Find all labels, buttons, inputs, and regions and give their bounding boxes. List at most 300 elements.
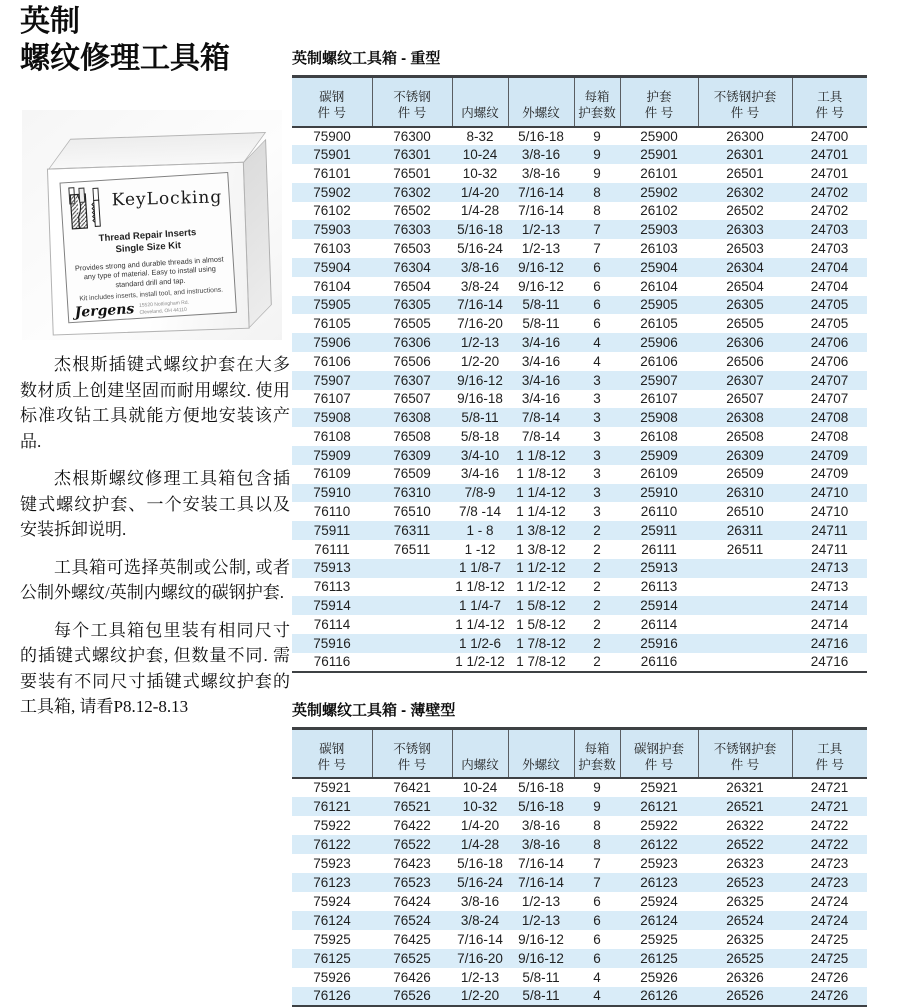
table-cell: 76425 — [393, 931, 431, 947]
table-cell: 7 — [593, 874, 601, 890]
table-row — [292, 502, 867, 521]
table-cell: 25922 — [640, 817, 678, 833]
thread-insert-diagram-icon — [67, 185, 110, 233]
table-cell: 3/8-24 — [460, 278, 500, 294]
table-cell: 1 7/8-12 — [516, 653, 566, 669]
table-cell: 1/2-13 — [521, 893, 561, 909]
table-cell: 26509 — [726, 466, 764, 482]
table-cell: 26301 — [726, 146, 764, 162]
table-cell: 3/8-16 — [460, 259, 500, 275]
table-cell: 26108 — [640, 428, 678, 444]
table-cell: 3/8-16 — [521, 146, 561, 162]
table-cell: 26124 — [640, 912, 678, 928]
table-cell — [698, 653, 792, 672]
table-cell: 24714 — [810, 616, 849, 632]
table-cell: 10-24 — [462, 146, 498, 162]
table-cell: 24703 — [810, 222, 849, 238]
table-cell: 9 — [593, 165, 601, 181]
table-cell: 26306 — [726, 334, 764, 350]
table-cell: 6 — [593, 259, 601, 275]
table-cell: 26116 — [640, 653, 678, 669]
table-cell: 6 — [593, 297, 601, 313]
table-cell: 7/8-9 — [464, 485, 496, 501]
table-row — [292, 164, 867, 183]
table-cell: 26300 — [726, 128, 764, 144]
table-cell: 26506 — [726, 353, 764, 369]
table-cell: 3/8-16 — [521, 836, 561, 852]
table-cell: 76504 — [393, 278, 431, 294]
table-row — [292, 892, 867, 911]
table-cell: 26126 — [640, 988, 678, 1004]
table-cell: 7/16-14 — [457, 297, 503, 313]
table-cell: 3 — [593, 485, 601, 501]
table-cell: 26122 — [640, 836, 678, 852]
table-row — [292, 484, 867, 503]
brand-name: KeyLocking — [111, 187, 223, 211]
table-row — [292, 390, 867, 409]
table-cell: 1/4-20 — [460, 817, 500, 833]
table-cell: 76108 — [313, 428, 351, 444]
table-cell: 24703 — [810, 240, 849, 256]
box-includes-note: Kit includes inserts, install tool, and instructions. — [79, 286, 224, 303]
table-cell: 76424 — [393, 893, 431, 909]
table-cell: 76309 — [393, 447, 431, 463]
table-cell: 26508 — [726, 428, 764, 444]
table-cell: 26304 — [726, 259, 764, 275]
table-cell: 26522 — [726, 836, 764, 852]
column-header: 工具 件 号 — [792, 77, 867, 127]
table-cell: 26104 — [640, 278, 678, 294]
table-cell: 75903 — [313, 222, 351, 238]
table-cell: 75914 — [313, 598, 351, 614]
table-cell: 76305 — [393, 297, 431, 313]
table-cell: 10-24 — [462, 780, 498, 796]
table-cell: 76307 — [393, 372, 431, 388]
table-row — [292, 968, 867, 987]
table-cell: 24709 — [810, 466, 849, 482]
table-cell: 25900 — [640, 128, 678, 144]
heavy-duty-table — [292, 75, 867, 673]
table-cell: 26503 — [726, 240, 764, 256]
table-cell: 25925 — [640, 931, 678, 947]
table-cell: 1 1/8-12 — [516, 447, 566, 463]
table-row — [292, 987, 867, 1006]
table-cell: 5/16-24 — [457, 240, 503, 256]
table-cell: 76122 — [313, 836, 351, 852]
box-front-face — [47, 162, 250, 336]
table-cell: 8 — [593, 184, 601, 200]
table-cell: 1 -12 — [464, 541, 496, 557]
table-cell — [698, 559, 792, 578]
table-row — [292, 296, 867, 315]
table-cell: 2 — [593, 522, 601, 538]
table-cell: 76104 — [313, 278, 351, 294]
table-cell — [372, 615, 452, 634]
table-cell: 25906 — [640, 334, 678, 350]
table-cell: 1 1/4-12 — [516, 485, 566, 501]
table-cell: 24708 — [810, 410, 849, 426]
table-cell: 26505 — [726, 316, 764, 332]
header-row — [292, 728, 867, 778]
table-cell: 76301 — [393, 146, 431, 162]
column-header: 外螺纹 — [508, 77, 574, 127]
table-cell: 4 — [593, 988, 601, 1004]
table-cell: 1/2-20 — [460, 353, 500, 369]
column-header: 工具 件 号 — [792, 728, 867, 778]
company-address — [139, 300, 190, 317]
table-cell: 7 — [593, 240, 601, 256]
table-cell: 1/2-13 — [521, 912, 561, 928]
column-header: 每箱 护套数 — [574, 77, 620, 127]
table-cell: 3/4-10 — [460, 447, 500, 463]
table-cell: 26302 — [726, 184, 764, 200]
table-cell — [372, 578, 452, 597]
table-cell: 1 5/8-12 — [516, 616, 566, 632]
table-cell: 76509 — [393, 466, 431, 482]
table-cell: 24721 — [810, 798, 849, 814]
table-cell: 5/16-18 — [518, 128, 564, 144]
table-cell: 26109 — [640, 466, 678, 482]
table-cell — [372, 634, 452, 653]
table-cell: 26125 — [640, 950, 678, 966]
page-title — [20, 4, 290, 77]
table-cell: 76506 — [393, 353, 431, 369]
table-row — [292, 220, 867, 239]
table-cell: 24707 — [810, 391, 849, 407]
product-photo — [22, 110, 282, 340]
table-cell: 3 — [593, 428, 601, 444]
table-cell: 2 — [593, 616, 601, 632]
table-cell: 3/8-24 — [460, 912, 500, 928]
table-cell: 24723 — [810, 874, 849, 890]
table-cell: 76501 — [393, 165, 431, 181]
table-cell: 76113 — [313, 579, 351, 595]
column-header: 碳钢 件 号 — [292, 77, 372, 127]
box-label-header — [67, 177, 225, 233]
table-cell: 1 1/4-7 — [458, 598, 502, 614]
table-cell: 25905 — [640, 297, 678, 313]
table-cell: 76505 — [393, 316, 431, 332]
table-cell: 26309 — [726, 447, 764, 463]
table-cell: 3/8-16 — [521, 817, 561, 833]
table-cell: 76310 — [393, 485, 431, 501]
table-cell — [698, 615, 792, 634]
table-cell: 7/8 -14 — [458, 504, 502, 520]
table-cell: 8 — [593, 817, 601, 833]
table-cell: 26510 — [726, 504, 764, 520]
column-header: 碳钢 件 号 — [292, 728, 372, 778]
table-cell: 24707 — [810, 372, 849, 388]
table-cell: 24725 — [810, 950, 849, 966]
table-cell: 25926 — [640, 969, 678, 985]
table-row — [292, 183, 867, 202]
table-cell: 24726 — [810, 988, 849, 1004]
table-cell — [372, 596, 452, 615]
table-row — [292, 127, 867, 146]
table-cell: 76421 — [393, 780, 431, 796]
paragraph-2: 杰根斯螺纹修理工具箱包含插键式螺纹护套、一个安装工具以及安装拆卸说明. — [20, 469, 290, 539]
table-cell: 1/4-28 — [460, 836, 500, 852]
table-row — [292, 540, 867, 559]
column-header: 碳钢护套 件 号 — [620, 728, 698, 778]
table-cell: 25902 — [640, 184, 678, 200]
table-cell: 5/16-18 — [518, 780, 564, 796]
table-cell: 6 — [593, 912, 601, 928]
table-cell: 7 — [593, 855, 601, 871]
table-row — [292, 596, 867, 615]
table-cell: 7/16-14 — [518, 203, 564, 219]
table-row — [292, 408, 867, 427]
table-row — [292, 371, 867, 390]
table-cell: 75909 — [313, 447, 351, 463]
table-cell: 75900 — [313, 128, 351, 144]
table-cell: 10-32 — [462, 165, 498, 181]
table-cell: 26105 — [640, 316, 678, 332]
table-cell: 76526 — [393, 988, 431, 1004]
table-cell: 9/16-12 — [518, 259, 564, 275]
table-cell: 76105 — [313, 316, 351, 332]
table-row — [292, 145, 867, 164]
table-cell: 26501 — [726, 165, 764, 181]
table-cell: 75902 — [313, 184, 351, 200]
table-cell: 76422 — [393, 817, 431, 833]
table-cell: 75913 — [313, 560, 351, 576]
table-cell: 4 — [593, 353, 601, 369]
table-row — [292, 835, 867, 854]
paragraph-4: 每个工具箱包里装有相同尺寸的插键式螺纹护套, 但数量不同. 需要装有不同尺寸插键式螺纹护套的工具箱, 请看P8.12-8.13 — [20, 620, 290, 716]
table-cell: 25910 — [640, 485, 678, 501]
product-box — [26, 116, 277, 336]
table-cell: 76121 — [313, 798, 351, 814]
table-cell: 5/8-11 — [522, 297, 560, 313]
table-cell: 1/4-28 — [460, 203, 500, 219]
table-cell: 3 — [593, 447, 601, 463]
table-cell: 3 — [593, 391, 601, 407]
table-cell: 76106 — [313, 353, 351, 369]
table-row — [292, 930, 867, 949]
table-cell: 3/4-16 — [521, 353, 561, 369]
table-cell: 1 3/8-12 — [516, 541, 566, 557]
table-cell: 1 1/4-12 — [516, 504, 566, 520]
table-cell: 76507 — [393, 391, 431, 407]
table-cell: 3/4-16 — [521, 391, 561, 407]
table-cell — [698, 596, 792, 615]
table-cell: 3 — [593, 410, 601, 426]
table-cell: 26311 — [726, 522, 764, 538]
jergens-logo: Jergens — [74, 301, 135, 321]
table-cell: 3/4-16 — [521, 372, 561, 388]
table-cell: 76426 — [393, 969, 431, 985]
table-cell: 75901 — [313, 146, 351, 162]
column-header: 内螺纹 — [452, 728, 508, 778]
table-cell: 3/4-16 — [460, 466, 500, 482]
table-cell: 75926 — [313, 969, 351, 985]
table-row — [292, 258, 867, 277]
table-cell: 8 — [593, 203, 601, 219]
table-cell: 1/2-13 — [521, 222, 561, 238]
table-row — [292, 314, 867, 333]
address-line2: Cleveland, OH 44110 — [139, 307, 188, 317]
table-cell: 7/8-14 — [521, 428, 561, 444]
table-row — [292, 949, 867, 968]
table-cell: 26310 — [726, 485, 764, 501]
table-row — [292, 521, 867, 540]
table-cell: 25923 — [640, 855, 678, 871]
table-cell: 76110 — [313, 504, 351, 520]
table-cell: 2 — [593, 653, 601, 669]
table-cell: 3 — [593, 466, 601, 482]
table-cell: 75911 — [313, 522, 351, 538]
table-cell: 76311 — [393, 522, 431, 538]
table-cell: 24709 — [810, 447, 849, 463]
table-cell: 75924 — [313, 893, 351, 909]
table-cell: 5/16-18 — [457, 222, 503, 238]
address-line1: 15520 Nottingham Rd. — [138, 300, 190, 310]
table-cell: 7/16-14 — [518, 874, 564, 890]
table-cell: 26303 — [726, 222, 764, 238]
table-row — [292, 446, 867, 465]
table-cell: 76423 — [393, 855, 431, 871]
table-cell: 76103 — [313, 240, 351, 256]
header-row — [292, 77, 867, 127]
table-cell: 76303 — [393, 222, 431, 238]
table-cell: 24700 — [810, 128, 849, 144]
table-cell: 76102 — [313, 203, 351, 219]
table-cell: 76511 — [393, 541, 431, 557]
table-cell: 26523 — [726, 874, 764, 890]
table-cell: 76124 — [313, 912, 351, 928]
table-row — [292, 854, 867, 873]
table-cell: 1 5/8-12 — [516, 598, 566, 614]
table-cell: 5/8-11 — [522, 969, 560, 985]
table-cell: 24716 — [810, 635, 849, 651]
table-cell: 76125 — [313, 950, 351, 966]
table-cell: 25913 — [640, 560, 678, 576]
table-cell: 75910 — [313, 485, 351, 501]
table-cell: 25911 — [640, 522, 678, 538]
table-cell: 75925 — [313, 931, 351, 947]
table-cell: 26524 — [726, 912, 764, 928]
table-row — [292, 873, 867, 892]
table-row — [292, 202, 867, 221]
table-row — [292, 816, 867, 835]
thin-wall-table-title: 英制螺纹工具箱 - 薄壁型 — [292, 701, 456, 719]
table-cell: 76522 — [393, 836, 431, 852]
table-cell: 24706 — [810, 353, 849, 369]
column-header: 外螺纹 — [508, 728, 574, 778]
table-cell: 25916 — [640, 635, 678, 651]
table-cell: 76306 — [393, 334, 431, 350]
table-cell: 24705 — [810, 316, 849, 332]
table-cell — [372, 653, 452, 672]
column-header: 不锈钢护套 件 号 — [698, 728, 792, 778]
table-cell: 26325 — [726, 893, 764, 909]
table-cell: 76524 — [393, 912, 431, 928]
table-cell: 3 — [593, 504, 601, 520]
table-cell: 6 — [593, 316, 601, 332]
table-row — [292, 333, 867, 352]
table-cell — [372, 559, 452, 578]
table-cell: 1 1/2-12 — [455, 653, 505, 669]
table-cell: 3/4-16 — [521, 334, 561, 350]
table-cell: 7/16-20 — [457, 950, 503, 966]
table-cell: 24725 — [810, 931, 849, 947]
table-cell: 26521 — [726, 798, 764, 814]
table-cell: 3/8-16 — [460, 893, 500, 909]
table-cell: 26307 — [726, 372, 764, 388]
table-cell: 24724 — [810, 912, 849, 928]
table-cell: 6 — [593, 950, 601, 966]
table-cell: 7 — [593, 222, 601, 238]
table-cell: 24710 — [810, 504, 849, 520]
description-paragraphs — [20, 352, 290, 732]
table-cell: 9 — [593, 128, 601, 144]
table-cell: 1 1/8-12 — [516, 466, 566, 482]
table-cell: 6 — [593, 893, 601, 909]
table-cell: 9/16-12 — [518, 278, 564, 294]
table-cell: 8-32 — [466, 128, 494, 144]
table-row — [292, 559, 867, 578]
paragraph-1: 杰根斯插键式螺纹护套在大多数材质上创建坚固而耐用螺纹. 使用标准攻钻工具就能方便地安装该产品. — [20, 355, 290, 451]
table-cell: 24701 — [810, 146, 849, 162]
table-cell: 1 1/4-12 — [455, 616, 505, 632]
table-cell: 76109 — [313, 466, 351, 482]
table-cell: 24726 — [810, 969, 849, 985]
table-cell: 24705 — [810, 297, 849, 313]
table-cell: 26507 — [726, 391, 764, 407]
table-cell: 5/16-18 — [518, 798, 564, 814]
table-cell: 76521 — [393, 798, 431, 814]
table-cell: 24713 — [810, 560, 849, 576]
table-cell: 76508 — [393, 428, 431, 444]
table-cell: 24710 — [810, 485, 849, 501]
table-cell: 76116 — [313, 653, 351, 669]
table-cell: 6 — [593, 278, 601, 294]
table-cell: 75921 — [313, 780, 351, 796]
table-row — [292, 578, 867, 597]
table-cell: 75922 — [313, 817, 351, 833]
column-header: 每箱 护套数 — [574, 728, 620, 778]
table-cell: 9/16-12 — [518, 950, 564, 966]
table-cell: 26103 — [640, 240, 678, 256]
tables-column — [292, 0, 870, 1007]
table-cell: 24704 — [810, 259, 849, 275]
table-cell: 5/8-11 — [522, 988, 560, 1004]
table-row — [292, 615, 867, 634]
table-cell: 26326 — [726, 969, 764, 985]
table-cell: 26102 — [640, 203, 678, 219]
table-cell: 76523 — [393, 874, 431, 890]
table-cell: 1 3/8-12 — [516, 522, 566, 538]
table-cell: 7/16-14 — [518, 855, 564, 871]
table-cell: 7/16-14 — [457, 931, 503, 947]
table-cell: 76510 — [393, 504, 431, 520]
table-cell: 76123 — [313, 874, 351, 890]
table-cell: 26323 — [726, 855, 764, 871]
table-cell: 7/16-14 — [518, 184, 564, 200]
table-row — [292, 634, 867, 653]
table-cell: 2 — [593, 579, 601, 595]
table-cell: 76502 — [393, 203, 431, 219]
table-cell: 76111 — [314, 541, 350, 557]
paragraph-3: 工具箱可选择英制或公制, 或者公制外螺纹/英制内螺纹的碳钢护套. — [20, 557, 290, 602]
table-cell: 25909 — [640, 447, 678, 463]
table-row — [292, 277, 867, 296]
table-cell: 3 — [593, 372, 601, 388]
table-cell: 1 1/8-12 — [455, 579, 505, 595]
table-cell: 75904 — [313, 259, 351, 275]
table-cell: 24711 — [811, 522, 848, 538]
